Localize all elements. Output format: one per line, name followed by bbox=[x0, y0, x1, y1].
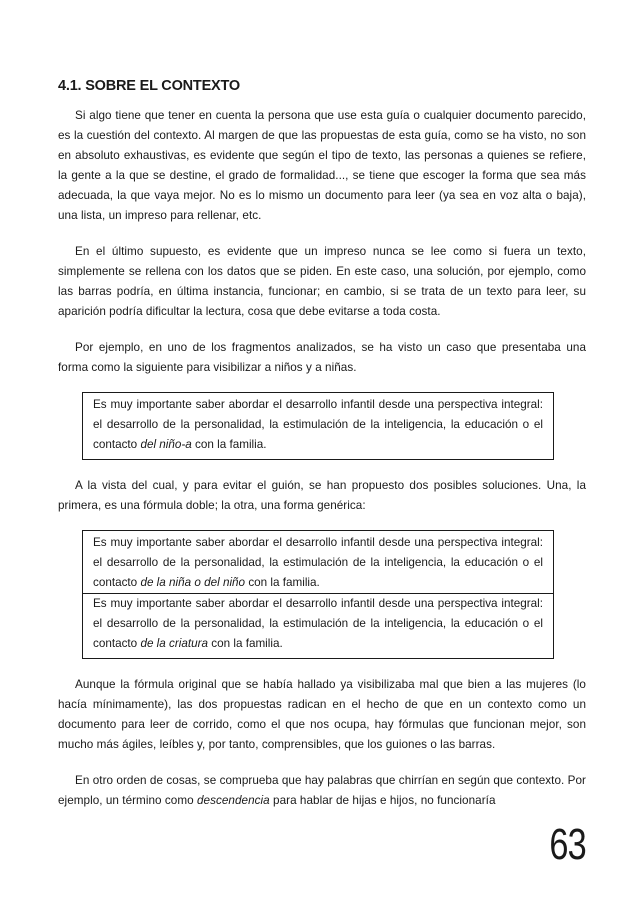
paragraph-3: Por ejemplo, en uno de los fragmentos analizados, se ha visto un caso que presentaba una forma como la siguiente para visibilizar a niños y a niñas. bbox=[58, 341, 586, 374]
paragraph-6-start: En otro orden de cosas, se comprueba que hay palabras que chirrían en según que contexto. Por ejemplo, un término como bbox=[58, 774, 586, 807]
example-tail-text: con la familia. bbox=[248, 576, 320, 589]
paragraph-6 bbox=[58, 771, 586, 811]
page-content bbox=[58, 78, 586, 811]
example-common-text: Es muy importante saber abordar el desarrollo infantil desde una perspectiva integral: el desarrollo de la personalidad, la estimulación de la inteligencia, la educación o el contacto bbox=[93, 597, 543, 650]
paragraph-6-end: para hablar de hijas e hijos, no funcionaría bbox=[273, 794, 496, 807]
paragraph-4: A la vista del cual, y para evitar el guión, se han propuesto dos posibles soluciones. Una, la primera, es una fórmula doble; la otra, una forma genérica: bbox=[58, 479, 586, 512]
paragraph-2: En el último supuesto, es evidente que un impreso nunca se lee como si fuera un texto, simplemente se rellena con los datos que se piden. En este caso, una solución, por ejemplo, como las barras podría, en última instancia, funcionar; en cambio, si se trata de un texto para leer, su aparición podría dificultar la lectura, cosa que debe evitarse a toda costa. bbox=[58, 245, 586, 318]
variant-original: del niño-a bbox=[140, 438, 192, 451]
example-doble bbox=[93, 533, 543, 593]
example-tail-text: con la familia. bbox=[195, 438, 267, 451]
example-tail-text: con la familia. bbox=[211, 637, 283, 650]
example-box-original bbox=[82, 392, 554, 460]
example-common-text: Es muy importante saber abordar el desarrollo infantil desde una perspectiva integral: el desarrollo de la personalidad, la estimulación de la inteligencia, la educación o el contacto bbox=[93, 536, 543, 589]
example-original bbox=[93, 395, 543, 455]
paragraph-1: Si algo tiene que tener en cuenta la persona que use esta guía o cualquier documento parecido, es la cuestión del contexto. Al margen de que las propuestas de esta guía, como se ha visto, no son en absoluto exhaustivas, es evidente que según el tipo de texto, las personas a quienes se refiere, la gente a la que se destine, el grado de formalidad..., se tiene que escoger la forma que sea más adecuada, la que vaya mejor. No es lo mismo un documento para leer (ya sea en voz alta o baja), una lista, un impreso para rellenar, etc. bbox=[58, 109, 586, 222]
emphasis-word: descendencia bbox=[196, 794, 270, 807]
section-title: 4.1. SOBRE EL CONTEXTO bbox=[58, 78, 240, 94]
page-number: 63 bbox=[549, 820, 586, 869]
example-generica bbox=[83, 593, 553, 654]
variant-generica: de la criatura bbox=[140, 637, 209, 650]
example-common-text: Es muy importante saber abordar el desarrollo infantil desde una perspectiva integral: el desarrollo de la personalidad, la estimulación de la inteligencia, la educación o el contacto bbox=[93, 398, 543, 451]
example-box-proposals bbox=[82, 530, 554, 659]
variant-doble: de la niña o del niño bbox=[140, 576, 246, 589]
paragraph-5: Aunque la fórmula original que se había hallado ya visibilizaba mal que bien a las mujeres (lo hacía mínimamente), las dos propuestas radican en el hecho de que en un contexto como un documento para leer de corrido, como el que nos ocupa, hay fórmulas que funcionan mejor, son mucho más ágiles, leíbles y, por tanto, comprensibles, que los guiones o las barras. bbox=[58, 678, 586, 751]
